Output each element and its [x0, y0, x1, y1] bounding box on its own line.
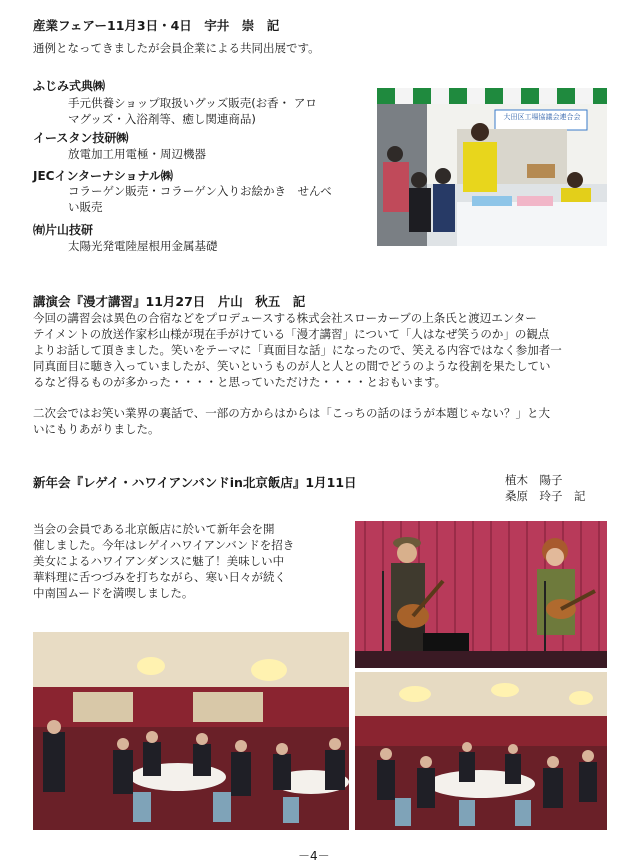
lecture-para1-line2: テイメントの放送作家杉山様が現在手がけている「漫才講習」について「人はなぜ笑うのか」の観点 [33, 327, 550, 341]
company-desc-fujimi-line1: 手元供養ショップ取扱いグッズ販売(お香・ アロ [68, 96, 317, 110]
newyear-body-line4: 華料理に舌つづみを打ちながら、寒い日々が続く [33, 570, 286, 584]
company-desc-eastern: 放電加工用電極・周辺機器 [68, 147, 206, 161]
company-desc-jec-line2: い販売 [68, 200, 103, 214]
fair-intro: 通例となってきましたが会員企業による共同出展です。 [33, 41, 320, 55]
trade-fair-booth-photo [377, 84, 607, 246]
newyear-heading: 新年会『レゲイ・ハワイアンバンドin北京飯店』1月11日 [33, 475, 357, 490]
lecture-para1-line1: 今回の講習会は異色の合宿などをプロデュースする株式会社スローカーブの上条氏と渡辺エンター [33, 311, 537, 325]
hawaiian-band-photo [355, 521, 607, 668]
company-name-fujimi: ふじみ式典㈱ [33, 79, 106, 93]
newyear-author-ueki: 植木 陽子 [505, 473, 563, 487]
company-name-katayama: ㈲片山技研 [33, 223, 94, 237]
lecture-para1-line4: 同真面目に聴き入っていましたが、笑いというものが人と人との間でどうのような役割を果たしてい [33, 359, 551, 373]
company-name-jec: JECインターナショナル㈱ [33, 169, 173, 183]
company-desc-jec-line1: コラーゲン販売・コラーゲン入りお絵かき せんべ [68, 184, 332, 198]
company-desc-fujimi-line2: マグッズ・入浴剤等、癒し関連商品) [68, 112, 256, 126]
newyear-body-line3: 美女によるハワイアンダンスに魅了！美味しい中 [33, 554, 285, 568]
lecture-para1-line5: るなど得るものが多かった・・・・と思っていただけた・・・・とおもいます。 [33, 375, 447, 389]
newyear-body-line2: 催しました。今年はレゲイハワイアンバンドを招き [33, 538, 295, 552]
newyear-body-line1: 当会の会員である北京飯店に於いて新年会を開 [33, 522, 275, 536]
booth-sign-text: 大田区工場協議会連合会 [503, 113, 581, 121]
newyear-author-kuwahara: 桑原 玲子 記 [505, 489, 586, 503]
banquet-hall-photo [33, 632, 349, 830]
fair-heading: 産業フェアー11月3日・4日 宇井 崇 記 [33, 18, 280, 33]
lecture-heading: 講演会『漫才講習』11月27日 片山 秋五 記 [33, 294, 306, 309]
company-name-eastern: イースタン技研㈱ [33, 131, 129, 145]
lecture-para1-line3: よりお話して頂きました。笑いをテーマに「真面目な話」になったので、笑える内容ではなく参加者一 [33, 343, 562, 357]
lecture-para2-line1: 二次会ではお笑い業界の裏話で、一部の方からはからは「こっちの話のほうが本題じゃない？」と大 [33, 406, 551, 420]
lecture-para2-line2: いにもりあがりました。 [33, 422, 160, 436]
banquet-tables-photo [355, 672, 607, 830]
newyear-body-line5: 中南国ムードを満喫しました。 [33, 586, 194, 600]
company-desc-katayama: 太陽光発電陸屋根用金属基礎 [68, 239, 218, 253]
page-number: －4－ [298, 849, 330, 863]
